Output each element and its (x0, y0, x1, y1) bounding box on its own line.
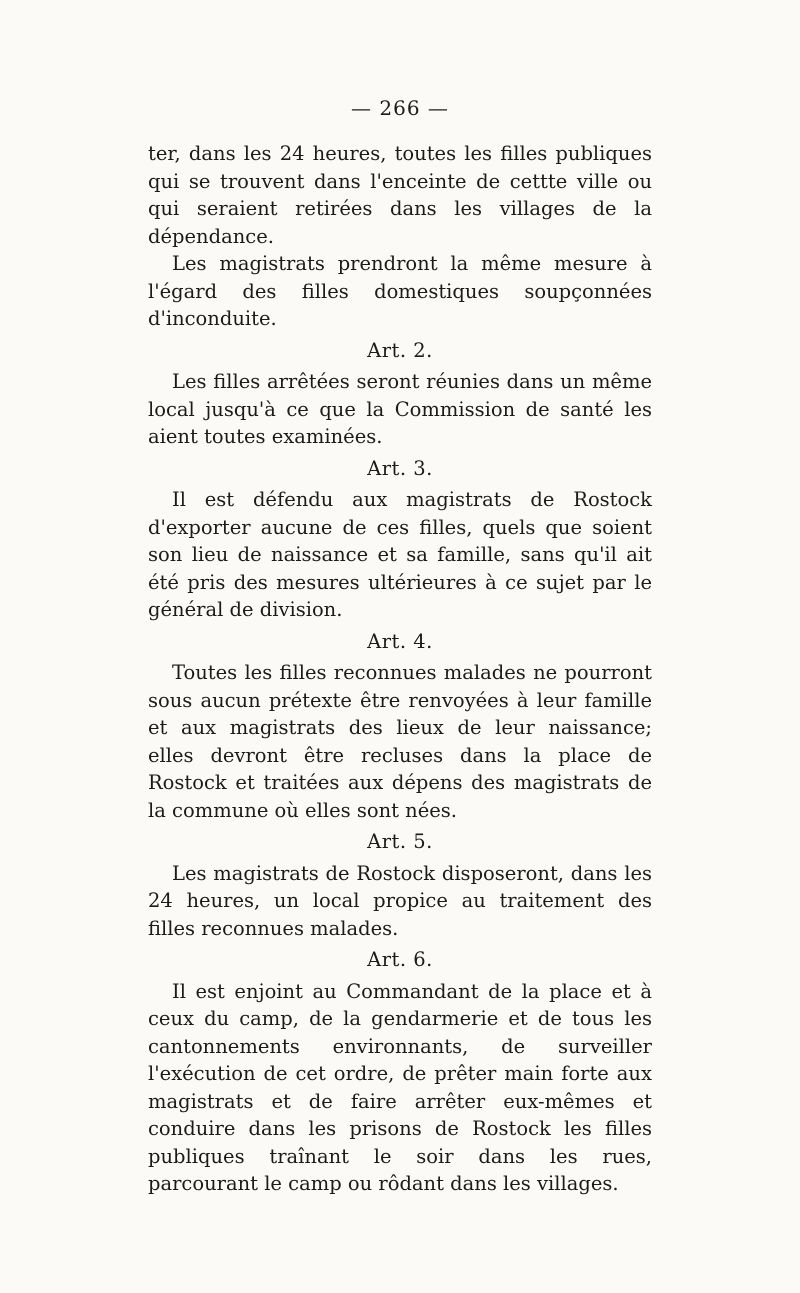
paragraph: Les magistrats prendront la même mesure à l'égard des filles domestiques soupçonnées d'inconduite. (148, 252, 652, 330)
article-text: Toutes les filles reconnues malades ne pourront sous aucun prétexte être renvoyées à leur famille et aux magistrats des lieux de leur naissance; elles devront être recluses dans la place de Rostock et traitées aux dépens des magistrats de la commune où elles sont nées. (148, 661, 652, 822)
article-heading: Art. 4. (367, 629, 433, 653)
article-text: Les filles arrêtées seront réunies dans un même local jusqu'à ce que la Commission de santé les aient toutes examinées. (148, 370, 652, 448)
article-heading: Art. 6. (367, 948, 433, 971)
article-heading: Art. 5. (367, 830, 433, 853)
page-number: — 266 — (351, 96, 449, 120)
page-body (148, 140, 652, 1198)
article-text: Il est enjoint au Commandant de la place et à ceux du camp, de la gendarmerie et de tous les cantonnements environnants, de surveiller l'exécution de cet ordre, de prêter main forte aux magistrats et de faire arrêter eux-mêmes et conduire dans les prisons de Rostock les filles publiques traînant le soir dans les rues, parcourant le camp ou rôdant dans les villages. (148, 979, 652, 1195)
article-heading: Art. 2. (367, 338, 433, 362)
article-text: Les magistrats de Rostock disposeront, dans les 24 heures, un local propice au traitement des filles reconnues malades. (148, 861, 652, 940)
article-heading: Art. 3. (367, 456, 433, 480)
article-text: Il est défendu aux magistrats de Rostock d'exporter aucune de ces filles, quels que soient son lieu de naissance et sa famille, sans qu'il ait été pris des mesures ultérieures à ce sujet par le général de division. (148, 488, 652, 621)
continued-paragraph: ter, dans les 24 heures, toutes les filles publiques qui se trouvent dans l'enceinte de cettte ville ou qui seraient retirées dans les villages de la dépendance. (148, 142, 652, 248)
